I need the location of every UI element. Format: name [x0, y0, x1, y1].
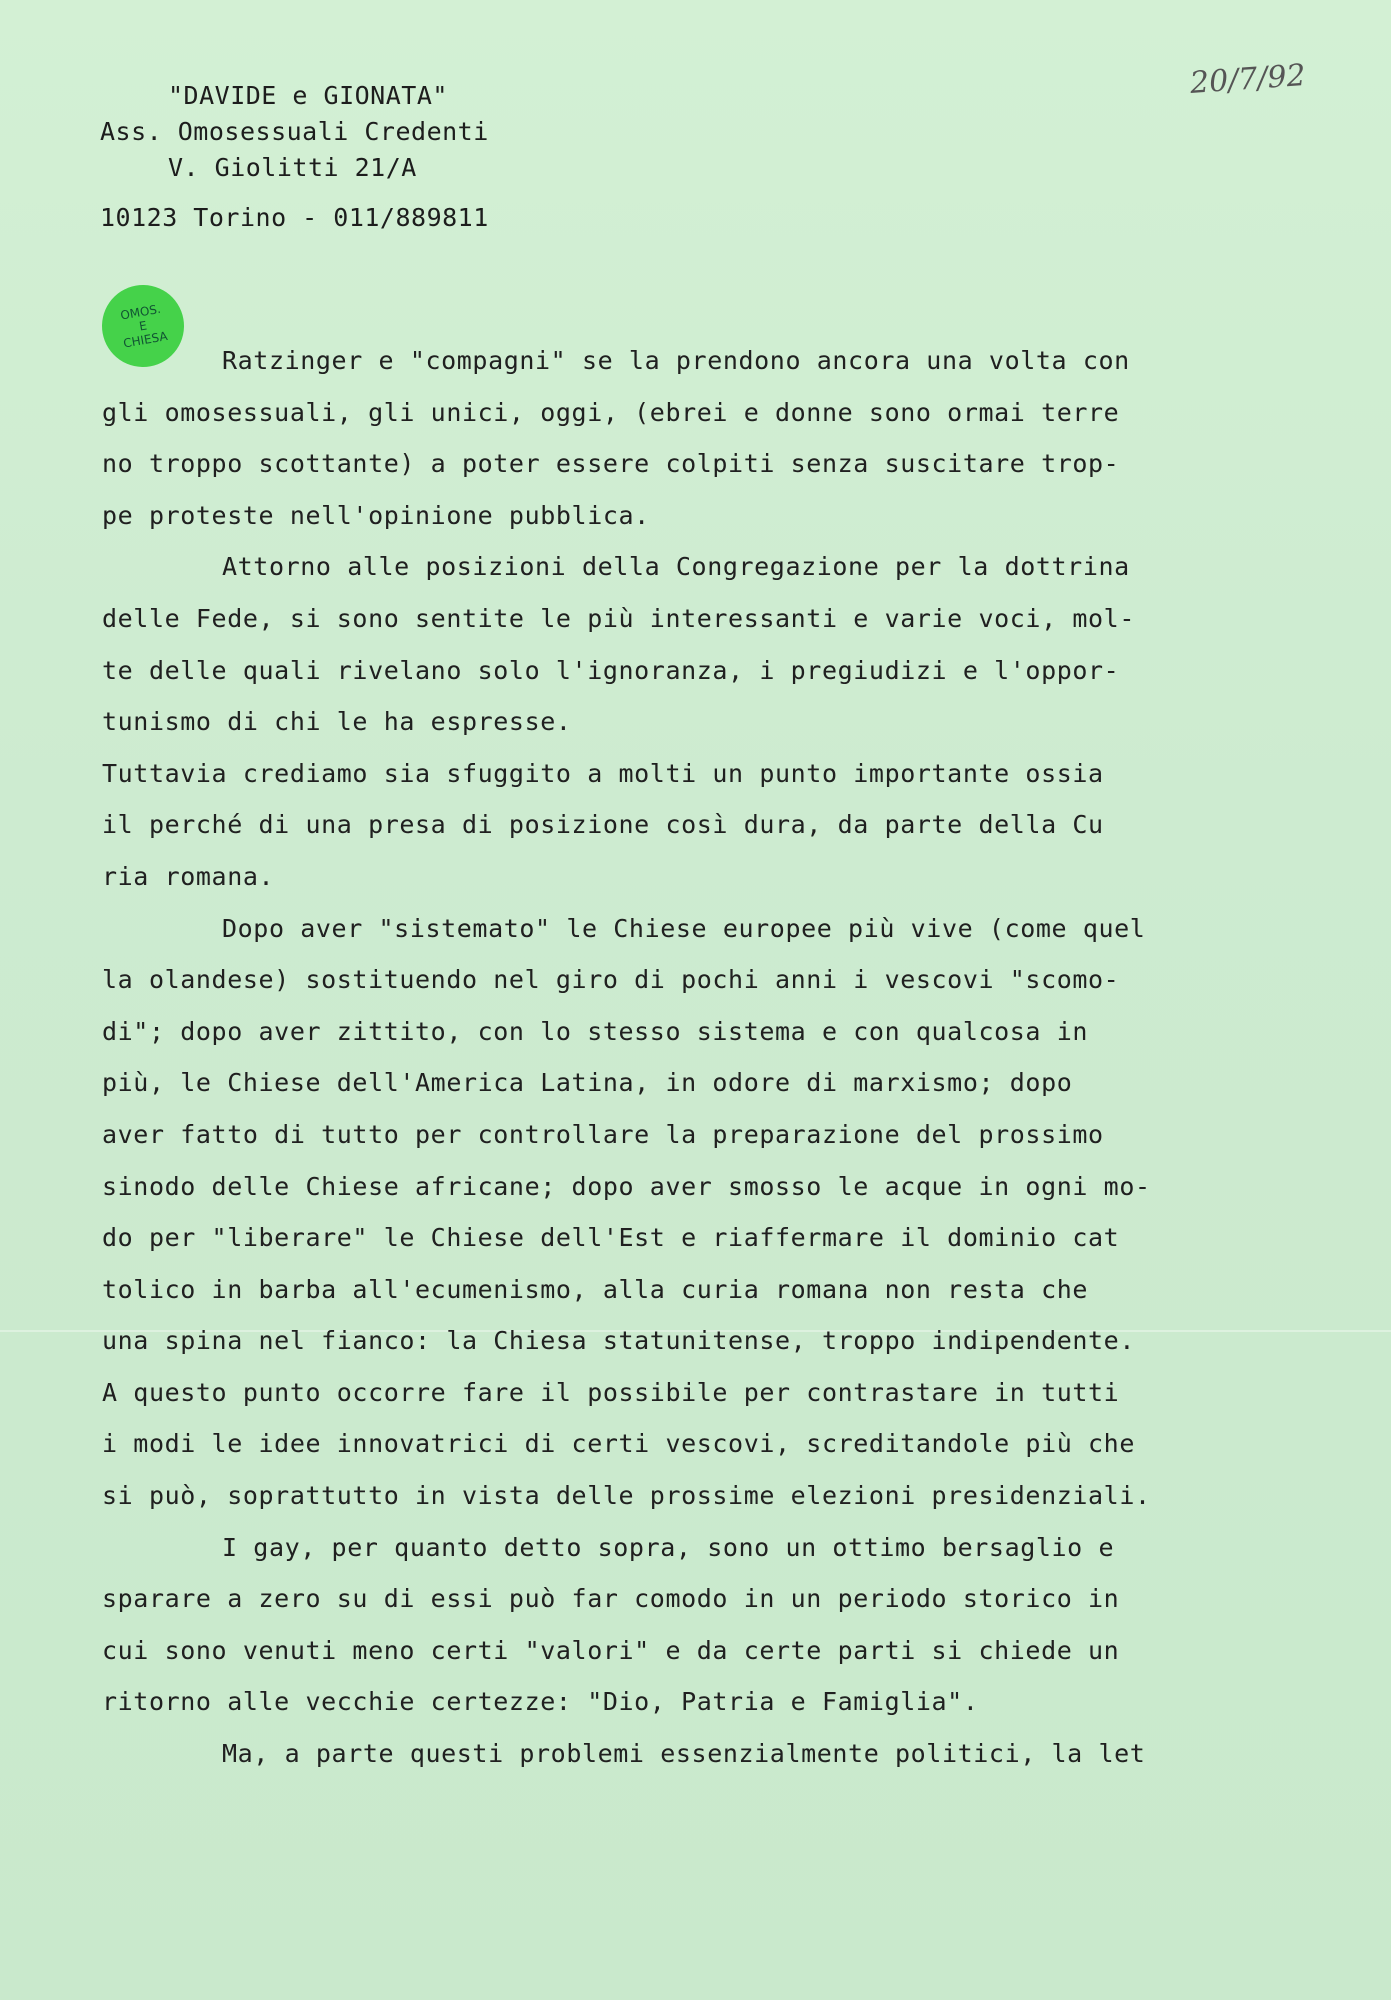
body-line: gli omosessuali, gli unici, oggi, (ebrei e donne sono ormai terre	[102, 397, 1120, 427]
letterhead-association: Ass. Omosessuali Credenti	[100, 117, 489, 146]
letterhead-name: "DAVIDE e GIONATA"	[168, 81, 448, 110]
body-line: delle Fede, si sono sentite le più interessanti e varie voci, mol-	[102, 603, 1135, 633]
letter-body	[102, 335, 1242, 1780]
body-line: Ma, a parte questi problemi essenzialmente politici, la let	[222, 1739, 1146, 1769]
body-line: tolico in barba all'ecumenismo, alla curia romana non resta che	[102, 1274, 1089, 1304]
body-line: Ratzinger e "compagni" se la prendono ancora una volta con	[222, 346, 1130, 375]
body-line: aver fatto di tutto per controllare la preparazione del prossimo	[102, 1119, 1104, 1149]
body-line: di"; dopo aver zittito, con lo stesso sistema e con qualcosa in	[102, 1016, 1089, 1046]
body-line: il perché di una presa di posizione così dura, da parte della Cu	[102, 810, 1104, 840]
body-line: ritorno alle vecchie certezze: "Dio, Patria e Famiglia".	[102, 1687, 979, 1717]
body-line: Dopo aver "sistemato" le Chiese europee più vive (come quel	[222, 913, 1146, 943]
body-line: no troppo scottante) a poter essere colpiti senza suscitare trop-	[102, 449, 1120, 479]
body-line: Attorno alle posizioni della Congregazione per la dottrina	[222, 552, 1130, 582]
body-line: do per "liberare" le Chiese dell'Est e riaffermare il dominio cat	[102, 1223, 1120, 1253]
letterhead	[100, 78, 489, 236]
handwritten-date: 20/7/92	[1188, 58, 1307, 101]
sticker-line-3: CHIESA	[122, 329, 169, 351]
body-line: Tuttavia crediamo sia sfuggito a molti un punto importante ossia	[102, 758, 1104, 788]
sticker-line-2: E	[138, 318, 148, 334]
body-line: I gay, per quanto detto sopra, sono un ottimo bersaglio e	[222, 1532, 1115, 1562]
body-line: cui sono venuti meno certi "valori" e da certe parti si chiede un	[102, 1635, 1120, 1665]
body-line: te delle quali rivelano solo l'ignoranza, i pregiudizi e l'oppor-	[102, 655, 1120, 685]
body-line: ria romana.	[102, 861, 275, 891]
sticker-line-1: OMOS.	[119, 301, 162, 323]
body-line: sinodo delle Chiese africane; dopo aver smosso le acque in ogni mo-	[102, 1171, 1151, 1201]
body-line: A questo punto occorre fare il possibile per contrastare in tutti	[102, 1377, 1120, 1407]
body-line: pe proteste nell'opinione pubblica.	[102, 500, 650, 530]
body-line: tunismo di chi le ha espresse.	[102, 707, 572, 737]
body-line: i modi le idee innovatrici di certi vescovi, screditandole più che	[102, 1429, 1135, 1459]
body-line: una spina nel fianco: la Chiesa statunitense, troppo indipendente.	[102, 1326, 1135, 1356]
body-line: più, le Chiese dell'America Latina, in odore di marxismo; dopo	[102, 1068, 1073, 1098]
body-line: sparare a zero su di essi può far comodo in un periodo storico in	[102, 1584, 1120, 1614]
body-line: si può, soprattutto in vista delle prossime elezioni presidenziali.	[102, 1481, 1151, 1511]
body-line: la olandese) sostituendo nel giro di pochi anni i vescovi "scomo-	[102, 965, 1120, 995]
letterhead-city-phone: 10123 Torino - 011/889811	[100, 203, 489, 232]
letterhead-street: V. Giolitti 21/A	[168, 153, 417, 182]
